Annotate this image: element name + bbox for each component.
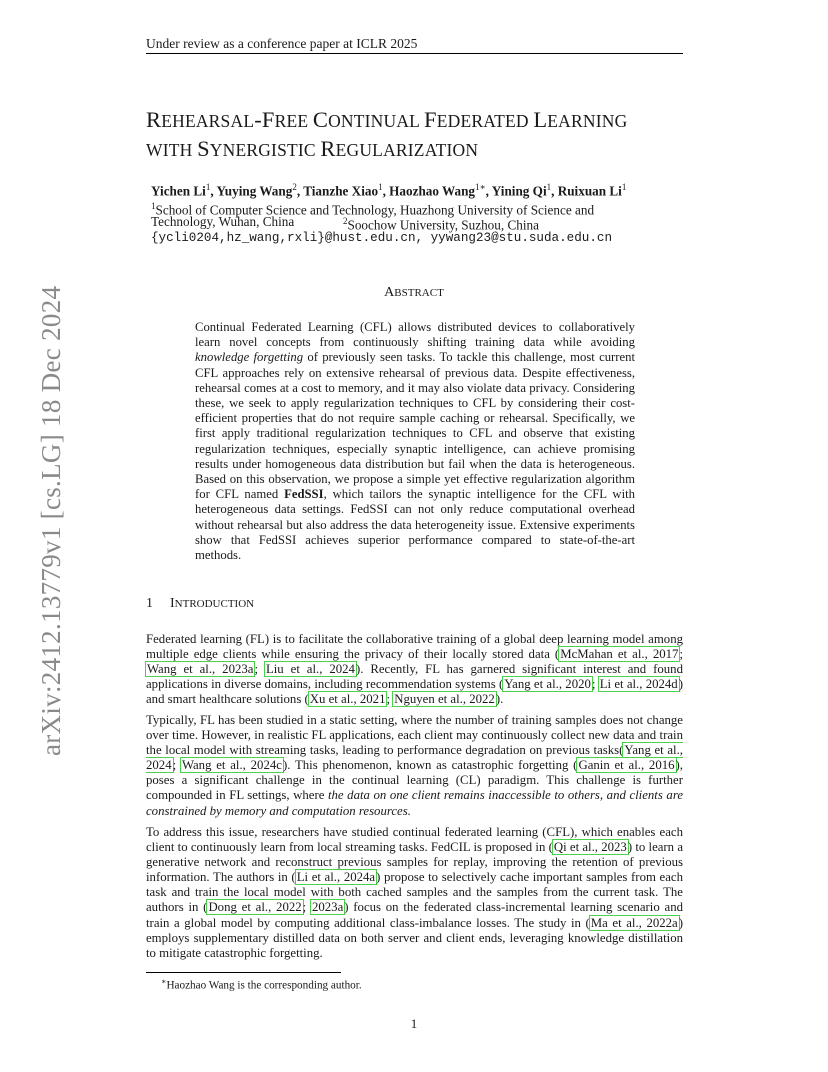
header-rule <box>146 53 683 54</box>
author: Ruixuan Li <box>557 183 622 199</box>
page-number: 1 <box>410 1016 418 1031</box>
citation-link[interactable]: Liu et al., 2024 <box>265 662 355 677</box>
author: Yining Qi <box>491 183 547 199</box>
citation-link[interactable]: Li et al., 2024d <box>599 677 678 692</box>
abstract-heading: ABSTRACT <box>384 285 444 300</box>
citation-link[interactable]: Yang et al., 2024 <box>146 743 683 773</box>
affiliation-1: $^1$School of Computer Science and Technology, Huazhong University of Science and <box>151 201 595 218</box>
citation-link[interactable]: Nguyen et al., 2022 <box>394 692 495 707</box>
citation-link[interactable]: McMahan et al., 2017 <box>560 647 679 662</box>
citation-link[interactable]: 2023a <box>311 900 344 915</box>
section-heading-introduction: 1 INTRODUCTION <box>146 596 255 611</box>
affiliation-1-cont: Technology, Wuhan, China <box>151 214 295 229</box>
author-emails[interactable]: {ycli0204,hz_wang,rxli}@hust.edu.cn, yywang23@stu.suda.edu.cn <box>151 231 613 245</box>
citation-link[interactable]: Wang et al., 2024c <box>181 758 282 773</box>
citation-link[interactable]: Yang et al., 2020 <box>504 677 591 692</box>
citation-link[interactable]: Ma et al., 2022a <box>590 915 678 930</box>
arxiv-stamp[interactable]: arXiv:2412.13779v1 [cs.LG] 18 Dec 2024 <box>36 285 66 756</box>
author: Yichen Li <box>151 183 206 199</box>
author: Haozhao Wang <box>389 183 476 199</box>
title-line-2: WITH SYNERGISTIC REGULARIZATION <box>146 136 479 161</box>
abstract-body: Continual Federated Learning (CFL) allows distributed devices to collaboratively learn novel concepts from continuously shifting training data while avoiding knowledge forgetting of previously seen tasks. To tackle this challenge, most current CFL approaches rely on extensive rehearsal of previous data. Despite effectiveness, rehearsal comes at a cost to memory, and it may also violate data privacy. Considering these, we seek to apply regularization techniques to CFL by considering their cost-efficient properties that do not require sample caching or rehearsal. Specifically, we first apply traditional regularization techniques to CFL and observe that existing regularization techniques, especially synaptic intelligence, can achieve promising results under homogeneous data distribution but fail when the data is heterogeneous. Based on this observation, we propose a simple yet effective regularization algorithm for CFL named FedSSI, which tailors the synaptic intelligence for the CFL with heterogeneous data settings. FedSSI can not only reduce computational overhead without rehearsal but also address the data heterogeneity issue. Extensive experiments show that FedSSI achieves superior performance compared to state-of-the-art methods. <box>195 320 635 563</box>
paragraph-3: To address this issue, researchers have studied continual federated learning (CFL), which enables each client to continuously learn from local streaming tasks. FedCIL is proposed in (Qi et al., 2023) to learn a generative network and reconstruct previous samples for replay, improving the retention of previous information. The authors in (Li et al., 2024a) propose to selectively cache important samples from each task and train the local model with both cached samples and the samples from the current task. The authors in (Dong et al., 2022; 2023a) focus on the federated class-incremental learning scenario and train a global model by computing additional class-imbalance losses. The study in (Ma et al., 2022a) employs supplementary distilled data on both server and client ends, leveraging knowledge distillation to mitigate catastrophic forgetting. <box>146 825 683 960</box>
citation-link[interactable]: Ganin et al., 2016 <box>578 758 675 773</box>
paragraph-2: Typically, FL has been studied in a static setting, where the number of training samples does not change over time. However, in realistic FL applications, each client may continuously collect new data and train the local model with streaming tasks, leading to performance degradation on previous tasks(Yang et al., 2024; Wang et al., 2024c). This phenomenon, known as catastrophic forgetting (Ganin et al., 2016), poses a significant challenge in the continual learning (CL) paradigm. This challenge is further compounded in FL settings, where the data on one client remains inaccessible to others, and clients are constrained by memory and computation resources. <box>146 713 684 818</box>
citation-link[interactable]: Li et al., 2024a <box>296 870 376 885</box>
citation-link[interactable]: Dong et al., 2022 <box>208 900 302 915</box>
paragraph-1: Federated learning (FL) is to facilitate the collaborative training of a global deep learning model among multiple edge clients while ensuring the privacy of their locally stored data (McMahan et al., 2017; Wang et al., 2023a; Liu et al., 2024). Recently, FL has garnered significant interest and found applications in diverse domains, including recommendation systems (Yang et al., 2020; Li et al., 2024d) and smart healthcare solutions (Xu et al., 2021; Nguyen et al., 2022). <box>146 632 683 707</box>
citation-link[interactable]: Xu et al., 2021 <box>309 692 386 707</box>
footnote: ∗Haozhao Wang is the corresponding author. <box>161 977 362 992</box>
author-list: Yichen Li$^1$, Yuying Wang$^2$, Tianzhe Xiao$^1$, Haozhao Wang$^{1∗}$, Yining Qi$^1$, Ruixuan Li$^1$ <box>151 182 627 199</box>
footnote-rule <box>146 972 341 973</box>
citation-link[interactable]: Wang et al., 2023a <box>147 662 254 677</box>
paper-title <box>146 106 627 164</box>
title-line-1: REHEARSAL-FREE CONTINUAL FEDERATED LEARNING <box>146 107 628 132</box>
affiliation-2: $^2$Soochow University, Suzhou, China <box>343 216 539 233</box>
author: Tianzhe Xiao <box>303 183 379 199</box>
running-header: Under review as a conference paper at ICLR 2025 <box>146 36 418 51</box>
citation-link[interactable]: Qi et al., 2023 <box>553 840 627 855</box>
author: Yuying Wang <box>216 183 293 199</box>
